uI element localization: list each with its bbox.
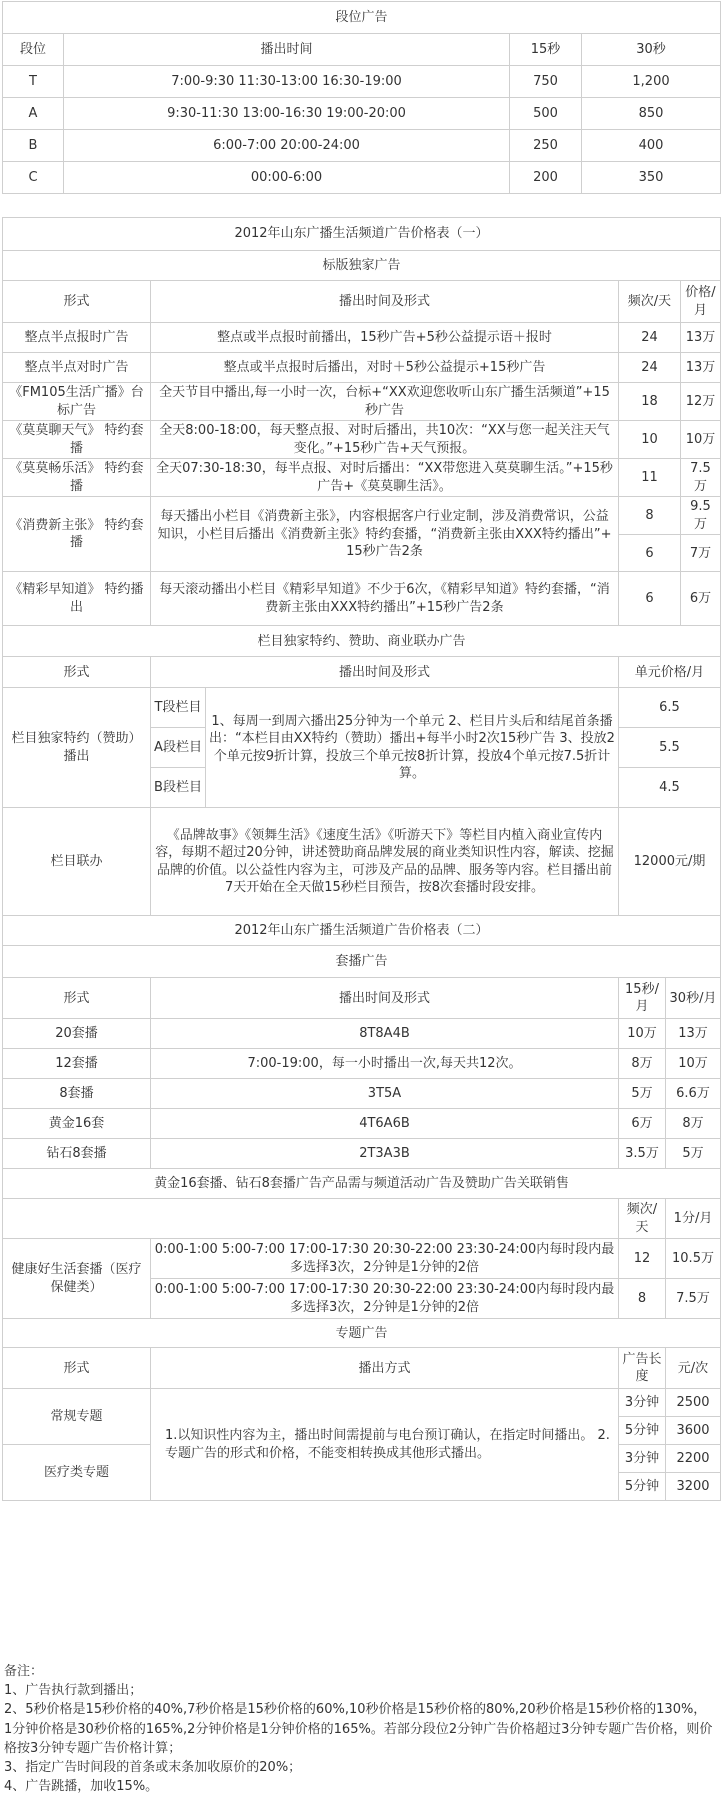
price-cell: 13万 [666, 1019, 721, 1049]
form-cell: 健康好生活套播（医疗保健类） [3, 1239, 151, 1319]
table-row [3, 1389, 721, 1417]
freq-cell: 12 [619, 1239, 666, 1279]
header-freq: 频次/天 [619, 1199, 666, 1239]
price-cell: 5万 [666, 1139, 721, 1169]
header-slot: 段位 [3, 34, 64, 66]
desc-cell: 1、每周一到周六播出25分钟为一个单元 2、栏目片头后和结尾首条播出：“本栏目由XX特约（赞助）播出+每半小时2次15秒广告 3、投放2个单元按9折计算，投放三个单元按8折计算，投放4个单元按7.5折计算。 [206, 688, 619, 808]
desc-cell: 全天8:00-18:00，每天整点报、对时后播出，共10次：“XX与您一起关注天气变化。”+15秒广告+天气预报。 [151, 421, 619, 459]
header-desc: 播出时间及形式 [151, 657, 619, 688]
note-line: 1、广告执行款到播出； [4, 1683, 143, 1699]
table-row [3, 66, 721, 98]
freq-cell: 8 [619, 497, 681, 535]
form-cell: 《FM105生活广播》台标广告 [3, 383, 151, 421]
note-line: 3、指定广告时间段的首条或末条加收原价的20%； [4, 1760, 302, 1776]
freq-cell: 8 [619, 1279, 666, 1319]
price-cell: 5.5 [619, 728, 721, 768]
table-row [3, 1049, 721, 1079]
table-row [3, 130, 721, 162]
price-cell: 10万 [681, 421, 721, 459]
price-cell: 400 [582, 130, 721, 162]
header-form: 形式 [3, 1348, 151, 1389]
notes-section [4, 1662, 718, 1796]
price-cell: 3200 [666, 1473, 721, 1501]
slot-price-table [2, 1, 721, 194]
header-unit-price: 单元价格/月 [619, 657, 721, 688]
form-cell: 栏目联办 [3, 808, 151, 916]
header-price: 价格/月 [681, 281, 721, 323]
section-special: 专题广告 [3, 1319, 721, 1348]
table-row [3, 688, 721, 728]
segment-cell: T段栏目 [151, 688, 206, 728]
price-cell: 7万 [681, 535, 721, 572]
form-cell: 钻石8套播 [3, 1139, 151, 1169]
price-cell: 1,200 [582, 66, 721, 98]
form-cell: 常规专题 [3, 1389, 151, 1445]
price-cell: 12万 [681, 383, 721, 421]
slot-cell: B [3, 130, 64, 162]
price-cell: 500 [510, 98, 582, 130]
freq-cell: 24 [619, 353, 681, 383]
empty-header [3, 1199, 619, 1239]
form-cell: 《精彩早知道》 特约播出 [3, 572, 151, 626]
table-row [3, 353, 721, 383]
header-30s: 30秒 [582, 34, 721, 66]
desc-cell: 每天滚动播出小栏目《精彩早知道》不少于6次，《精彩早知道》特约套播，“消费新主张由XXX特约播出”+15秒广告2条 [151, 572, 619, 626]
desc-cell: 《品牌故事》《领舞生活》《速度生活》《听游天下》等栏目内植入商业宣传内容，每期不超过20分钟，讲述赞助商品牌发展的商业类知识性内容，解读、挖掘品牌的价值。以公益性内容为主，可涉及产品的品牌、服务等内容。栏目播出前7天开始在全天做15秒栏目预告，按8次套播时段安排。 [151, 808, 619, 916]
header-1min-month: 1分/月 [666, 1199, 721, 1239]
table-row [3, 1019, 721, 1049]
header-15s: 15秒 [510, 34, 582, 66]
desc-cell: 整点或半点报时后播出，对时＋5秒公益提示+15秒广告 [151, 353, 619, 383]
header-method: 播出方式 [151, 1348, 619, 1389]
price-cell: 4.5 [619, 768, 721, 808]
desc-cell: 3T5A [151, 1079, 619, 1109]
form-cell: 整点半点报时广告 [3, 323, 151, 353]
desc-cell: 1.以知识性内容为主，播出时间需提前与电台预订确认，在指定时间播出。 2.专题广告的形式和价格，不能变相转换成其他形式播出。 [151, 1389, 619, 1501]
form-cell: 医疗类专题 [3, 1445, 151, 1501]
desc-cell: 2T3A3B [151, 1139, 619, 1169]
length-cell: 3分钟 [619, 1445, 666, 1473]
price-cell: 13万 [681, 323, 721, 353]
form-cell: 《消费新主张》 特约套播 [3, 497, 151, 572]
price-cell: 10.5万 [666, 1239, 721, 1279]
desc-cell: 0:00-1:00 5:00-7:00 17:00-17:30 20:30-22:00 23:30-24:00内每时段内最多选择3次，2分钟是1分钟的2倍 [151, 1279, 619, 1319]
slot-cell: T [3, 66, 64, 98]
price-cell: 6万 [681, 572, 721, 626]
slot-cell: A [3, 98, 64, 130]
price-cell: 250 [510, 130, 582, 162]
table-row [3, 421, 721, 459]
slot-table-title: 段位广告 [3, 2, 721, 34]
desc-cell: 7:00-19:00，每一小时播出一次,每天共12次。 [151, 1049, 619, 1079]
form-cell: 8套播 [3, 1079, 151, 1109]
note-line: 2、5秒价格是15秒价格的40%,7秒价格是15秒价格的60%,10秒价格是15秒价格的80%,20秒价格是15秒价格的130%， [4, 1702, 707, 1718]
section-column: 栏目独家特约、赞助、商业联办广告 [3, 626, 721, 657]
desc-cell: 整点或半点报时前播出，15秒广告+5秒公益提示语＋报时 [151, 323, 619, 353]
table-row [3, 323, 721, 353]
price-cell: 5万 [619, 1079, 666, 1109]
desc-cell: 全天07:30-18:30，每半点报、对时后播出：“XX带您进入莫莫聊生活。”+15秒广告+《莫莫聊生活》。 [151, 459, 619, 497]
length-cell: 5分钟 [619, 1473, 666, 1501]
time-cell: 7:00-9:30 11:30-13:00 16:30-19:00 [64, 66, 510, 98]
header-desc: 播出时间及形式 [151, 978, 619, 1019]
price-cell: 3.5万 [619, 1139, 666, 1169]
form-cell: 20套播 [3, 1019, 151, 1049]
header-form: 形式 [3, 978, 151, 1019]
price-cell: 13万 [681, 353, 721, 383]
price-cell: 8万 [666, 1109, 721, 1139]
price-cell: 6.6万 [666, 1079, 721, 1109]
price-cell: 850 [582, 98, 721, 130]
form-cell: 整点半点对时广告 [3, 353, 151, 383]
rate-card-table [2, 217, 721, 1501]
price-cell: 2200 [666, 1445, 721, 1473]
header-15s-month: 15秒/月 [619, 978, 666, 1019]
time-cell: 9:30-11:30 13:00-16:30 19:00-20:00 [64, 98, 510, 130]
price-cell: 750 [510, 66, 582, 98]
desc-cell: 0:00-1:00 5:00-7:00 17:00-17:30 20:30-22:00 23:30-24:00内每时段内最多选择3次，2分钟是1分钟的2倍 [151, 1239, 619, 1279]
form-cell: 栏目独家特约（赞助）播出 [3, 688, 151, 808]
header-length: 广告长度 [619, 1348, 666, 1389]
desc-cell: 每天播出小栏目《消费新主张》，内容根据客户行业定制，涉及消费常识，公益知识，小栏目后播出《消费新主张》特约套播，“消费新主张由XXX特约播出”+15秒广告2条 [151, 497, 619, 572]
table-row [3, 459, 721, 497]
note-line: 1分钟价格是30秒价格的165%,2分钟价格是1分钟价格的165%。若部分段位2分钟广告价格超过3分钟专题广告价格，则价格按3分钟专题广告价格计算； [4, 1721, 713, 1756]
table-row [3, 497, 721, 535]
freq-cell: 11 [619, 459, 681, 497]
price-cell: 7.5万 [681, 459, 721, 497]
freq-cell: 10 [619, 421, 681, 459]
desc-cell: 4T6A6B [151, 1109, 619, 1139]
table-row [3, 808, 721, 916]
table-row [3, 1239, 721, 1279]
freq-cell: 18 [619, 383, 681, 421]
table-row [3, 572, 721, 626]
segment-cell: B段栏目 [151, 768, 206, 808]
length-cell: 3分钟 [619, 1389, 666, 1417]
slot-cell: C [3, 162, 64, 194]
segment-cell: A段栏目 [151, 728, 206, 768]
price-cell: 7.5万 [666, 1279, 721, 1319]
table-row [3, 383, 721, 421]
freq-cell: 6 [619, 535, 681, 572]
time-cell: 6:00-7:00 20:00-24:00 [64, 130, 510, 162]
price-cell: 3600 [666, 1417, 721, 1445]
price-cell: 2500 [666, 1389, 721, 1417]
price-cell: 8万 [619, 1049, 666, 1079]
desc-cell: 全天节目中播出,每一小时一次，台标+“XX欢迎您收听山东广播生活频道”+15秒广告 [151, 383, 619, 421]
form-cell: 黄金16套 [3, 1109, 151, 1139]
header-30s-month: 30秒/月 [666, 978, 721, 1019]
table-row [3, 1139, 721, 1169]
form-cell: 12套播 [3, 1049, 151, 1079]
header-form: 形式 [3, 657, 151, 688]
table-row [3, 162, 721, 194]
notes-title: 备注： [4, 1664, 44, 1679]
form-cell: 《莫莫聊天气》 特约套播 [3, 421, 151, 459]
price-cell: 6万 [619, 1109, 666, 1139]
header-time: 播出时间 [64, 34, 510, 66]
section-package: 套播广告 [3, 946, 721, 978]
table-2-title: 2012年山东广播生活频道广告价格表（二） [3, 916, 721, 946]
price-cell: 9.5万 [681, 497, 721, 535]
price-cell: 6.5 [619, 688, 721, 728]
price-cell: 10万 [666, 1049, 721, 1079]
desc-cell: 8T8A4B [151, 1019, 619, 1049]
freq-cell: 6 [619, 572, 681, 626]
price-cell: 200 [510, 162, 582, 194]
header-desc: 播出时间及形式 [151, 281, 619, 323]
section-exclusive: 标版独家广告 [3, 251, 721, 281]
table-row [3, 1079, 721, 1109]
time-cell: 00:00-6:00 [64, 162, 510, 194]
freq-cell: 24 [619, 323, 681, 353]
length-cell: 5分钟 [619, 1417, 666, 1445]
table-row [3, 1109, 721, 1139]
price-cell: 12000元/期 [619, 808, 721, 916]
header-form: 形式 [3, 281, 151, 323]
note-line: 4、广告跳播，加收15%。 [4, 1779, 159, 1795]
table-1-title: 2012年山东广播生活频道广告价格表（一） [3, 218, 721, 251]
header-per-time: 元/次 [666, 1348, 721, 1389]
price-cell: 350 [582, 162, 721, 194]
form-cell: 《莫莫畅乐活》 特约套播 [3, 459, 151, 497]
package-note-row: 黄金16套播、钻石8套播广告产品需与频道活动广告及赞助广告关联销售 [3, 1169, 721, 1199]
price-cell: 10万 [619, 1019, 666, 1049]
table-row [3, 98, 721, 130]
header-freq: 频次/天 [619, 281, 681, 323]
